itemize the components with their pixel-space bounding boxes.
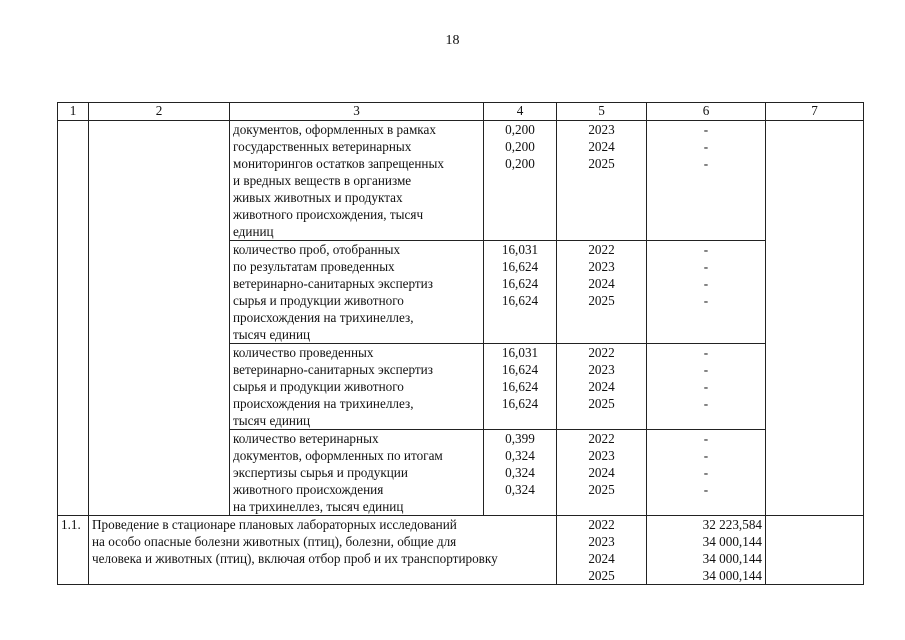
indicator-text: документов, оформленных в рамках государственных ветеринарных мониторингов остатков запрещенных и вредных веществ в организме живых животных и продуктах животного происхождения, тысяч единиц (230, 121, 484, 241)
empty-number-cell (58, 121, 89, 516)
column-header: 2 (89, 103, 230, 121)
item-description: Проведение в стационаре плановых лабораторных исследований на особо опасные болезни животных (птиц), болезни, общие для человека и животных (птиц), включая отбор проб и их транспортировку (89, 516, 557, 585)
indicator-text: количество проб, отобранных по результатам проведенных ветеринарно-санитарных экспертиз сырья и продукции животного происхождения на трихинеллез, тысяч единиц (230, 241, 484, 344)
item-costs: 32 223,584 34 000,144 34 000,144 34 000,144 (647, 516, 766, 585)
indicator-years: 2023 2024 2025 (557, 121, 647, 241)
indicator-years: 2022 2023 2024 2025 (557, 430, 647, 516)
indicator-costs: - - - - (647, 241, 766, 344)
column-header: 5 (557, 103, 647, 121)
indicator-costs: - - - (647, 121, 766, 241)
indicator-values: 0,399 0,324 0,324 0,324 (484, 430, 557, 516)
indicator-text: количество проведенных ветеринарно-санитарных экспертиз сырья и продукции животного происхождения на трихинеллез, тысяч единиц (230, 344, 484, 430)
column-numbers-row (58, 103, 864, 121)
indicator-costs: - - - - (647, 344, 766, 430)
indicator-row (58, 121, 864, 241)
column-header: 3 (230, 103, 484, 121)
document-table (57, 102, 864, 585)
empty-notes-cell (766, 121, 864, 516)
column-header: 4 (484, 103, 557, 121)
column-header: 1 (58, 103, 89, 121)
item-number: 1.1. (58, 516, 89, 585)
indicator-years: 2022 2023 2024 2025 (557, 241, 647, 344)
page-number: 18 (445, 33, 460, 48)
indicator-years: 2022 2023 2024 2025 (557, 344, 647, 430)
column-header: 7 (766, 103, 864, 121)
indicator-costs: - - - - (647, 430, 766, 516)
indicator-text: количество ветеринарных документов, оформленных по итогам экспертизы сырья и продукции животного происхождения на трихинеллез, тысяч единиц (230, 430, 484, 516)
item-years: 2022 2023 2024 2025 (557, 516, 647, 585)
item-1-1-row (58, 516, 864, 585)
indicator-values: 16,031 16,624 16,624 16,624 (484, 241, 557, 344)
column-header: 6 (647, 103, 766, 121)
empty-notes-cell (766, 516, 864, 585)
indicator-values: 0,200 0,200 0,200 (484, 121, 557, 241)
indicator-values: 16,031 16,624 16,624 16,624 (484, 344, 557, 430)
empty-title-cell (89, 121, 230, 516)
